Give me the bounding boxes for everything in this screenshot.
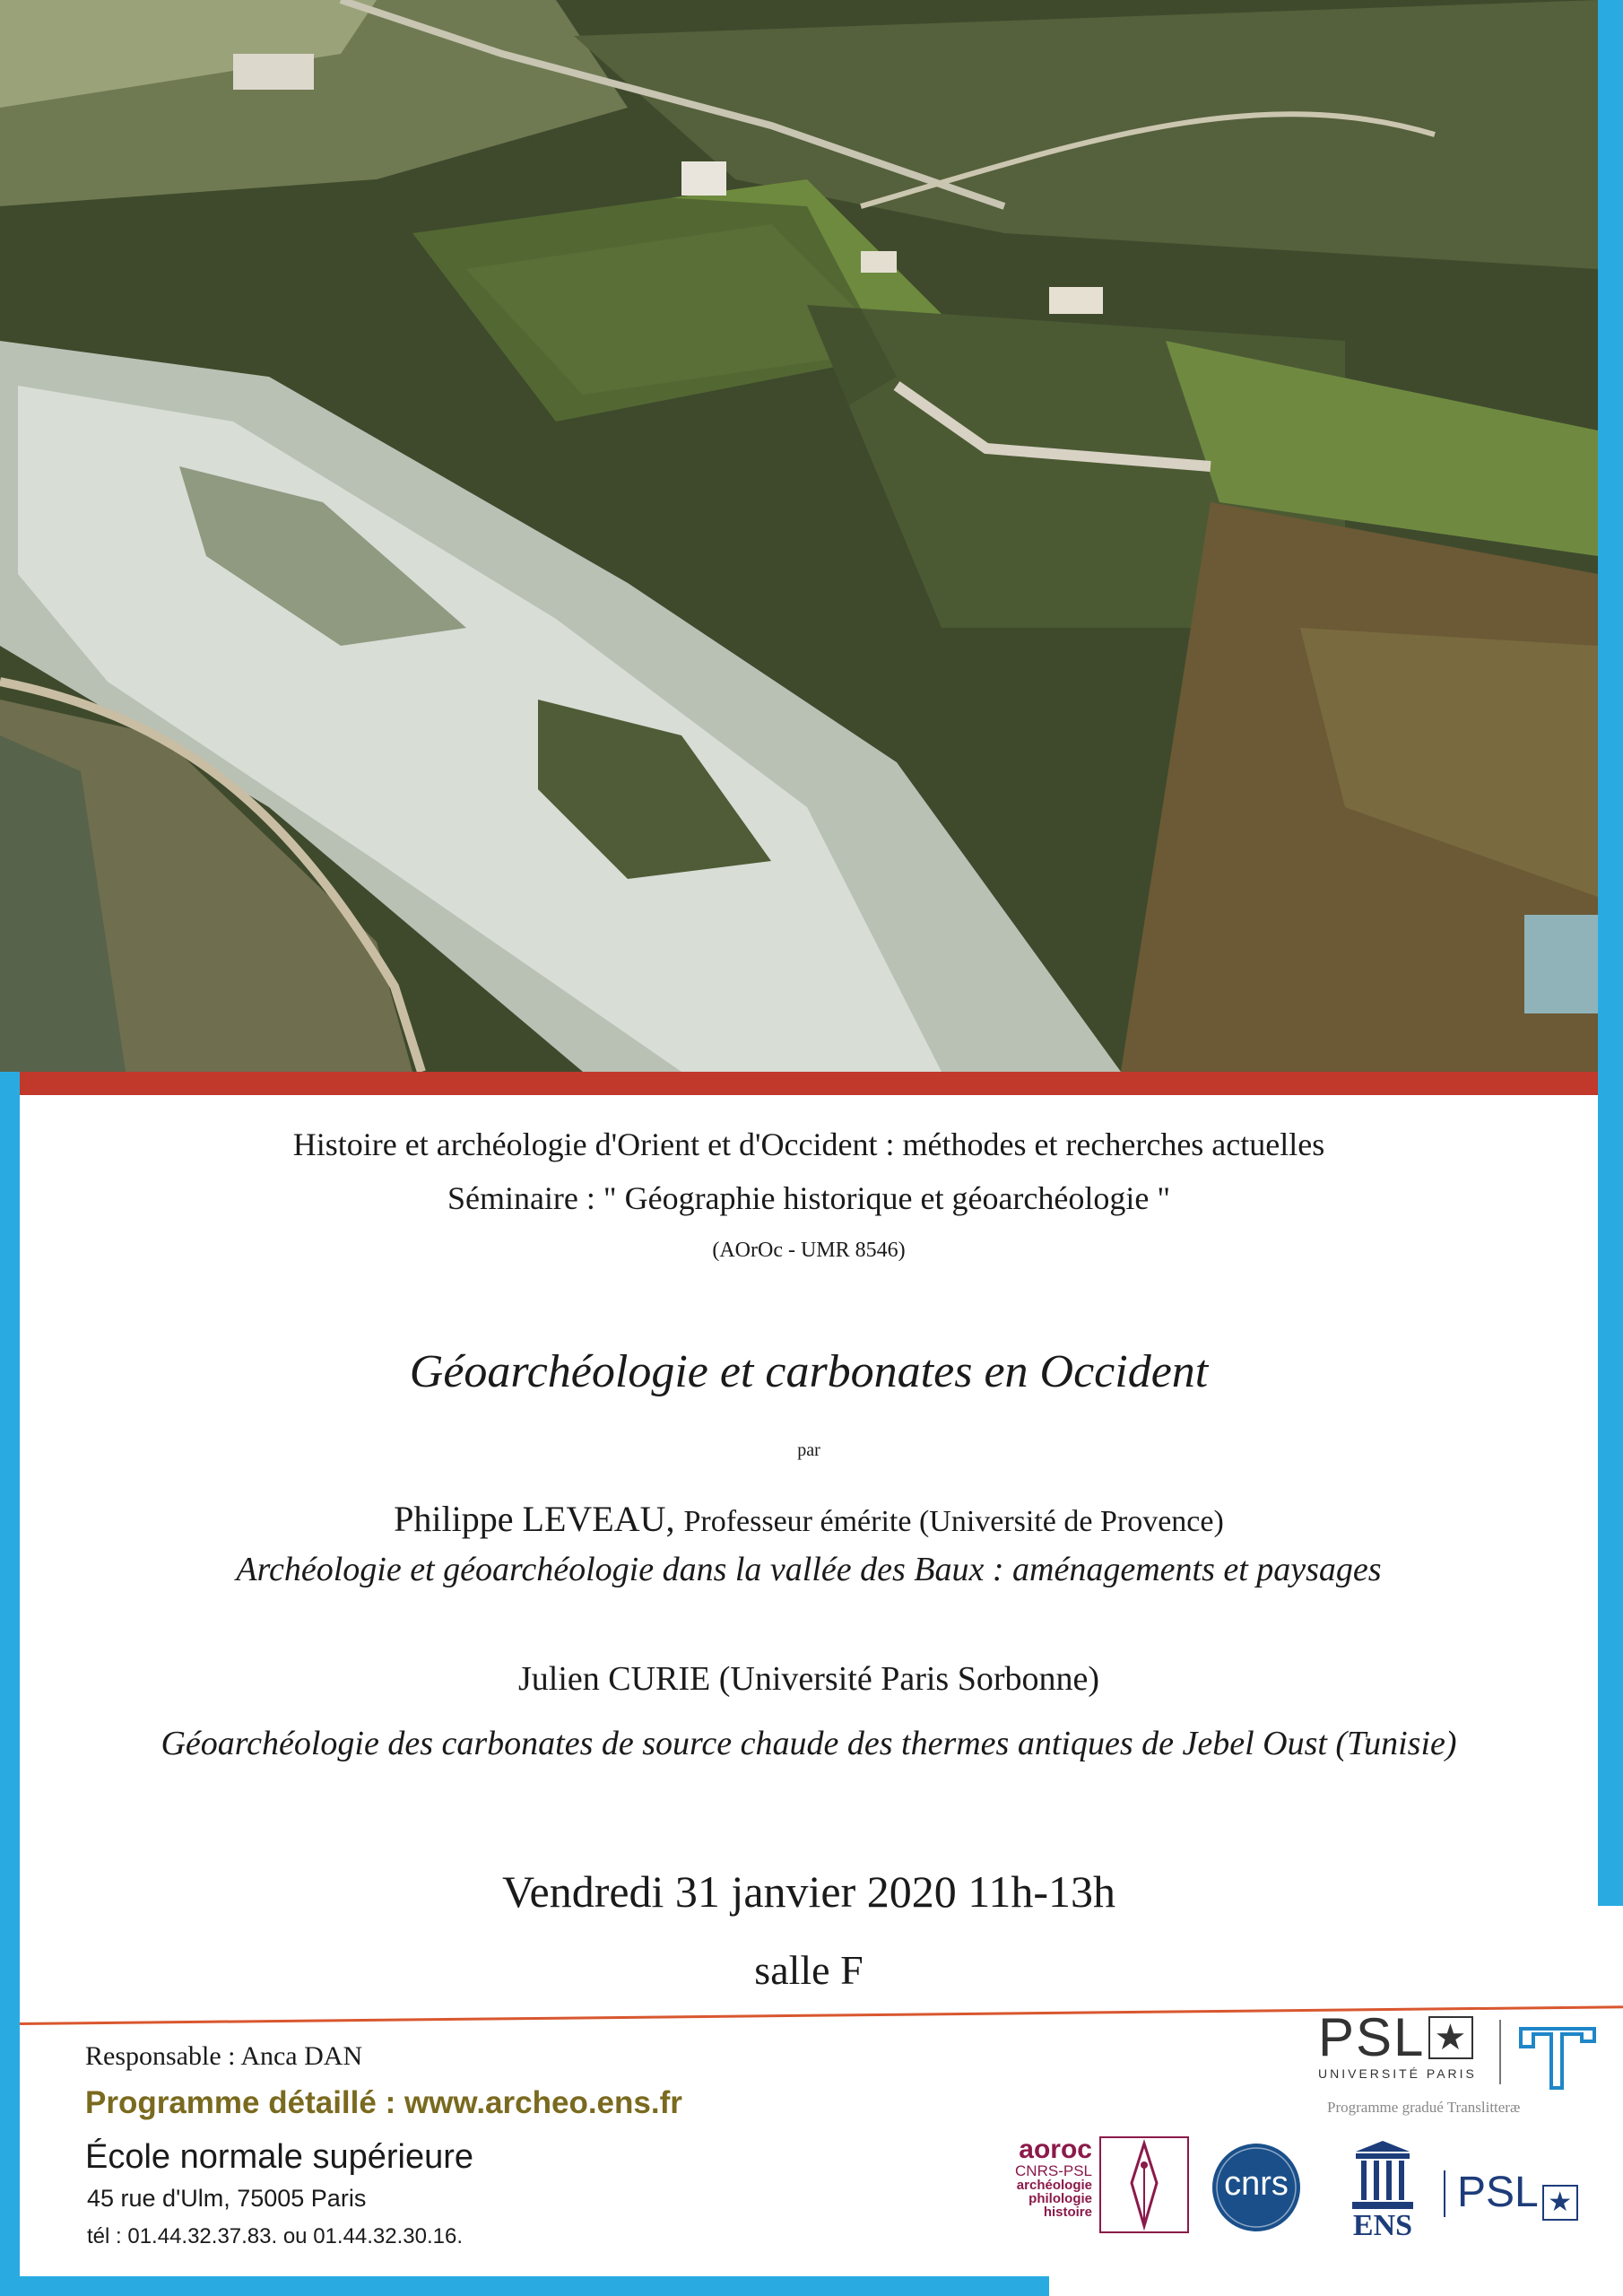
frame-bar-bottom: [0, 2276, 1049, 2296]
speaker-1-topic: Archéologie et géoarchéologie dans la vallée des Baux : aménagements et paysages: [236, 1551, 1382, 1588]
speaker-2-topic: Géoarchéologie des carbonates de source chaude des thermes antiques de Jebel Oust (Tunisie): [161, 1725, 1457, 1762]
event-room: salle F: [754, 1947, 864, 1993]
event-date: Vendredi 31 janvier 2020 11h-13h: [501, 1866, 1116, 1917]
star-icon: ★: [1428, 2016, 1473, 2059]
translitterae-caption: Programme gradué Translitteræ: [1327, 2099, 1521, 2116]
psl-small-logo: [1457, 2161, 1601, 2224]
ens-building-icon: [1338, 2139, 1428, 2211]
speaker-1-affiliation: Professeur émérite (Université de Provence): [683, 1505, 1224, 1538]
school-name: École normale supérieure: [85, 2138, 474, 2176]
aoroc-logo: [992, 2136, 1192, 2235]
school-phone: tél : 01.44.32.37.83. ou 01.44.32.30.16.: [87, 2224, 464, 2248]
seminar-title: Séminaire : " Géographie historique et géoarchéologie ": [447, 1180, 1171, 1216]
speaker-1: [20, 1498, 1598, 1540]
aoroc-line-histoire: histoire: [1043, 2205, 1092, 2220]
aoroc-line-cnrs: CNRS-PSL: [1015, 2162, 1092, 2179]
aerial-photo: [0, 0, 1598, 1072]
translitterae-logo: [1517, 2020, 1598, 2092]
ens-logo: [1338, 2139, 1428, 2242]
program-title: Histoire et archéologie d'Orient et d'Occident : méthodes et recherches actuelles: [292, 1126, 1325, 1162]
logo-separator: [1499, 2020, 1501, 2084]
psl-subtitle: UNIVERSITÉ PARIS: [1318, 2066, 1477, 2081]
star-icon: ★: [1542, 2185, 1578, 2221]
speaker-1-name: Philippe LEVEAU,: [394, 1499, 675, 1539]
research-unit: (AOrOc - UMR 8546): [712, 1239, 906, 1262]
cnrs-wordmark: cnrs: [1224, 2165, 1289, 2203]
responsable-text: Responsable : Anca DAN: [85, 2041, 363, 2071]
aoroc-line-philologie: philologie: [1028, 2191, 1092, 2206]
cnrs-logo: [1211, 2142, 1302, 2233]
aoroc-wordmark: aoroc: [1019, 2135, 1092, 2164]
red-accent-band: [20, 1072, 1598, 1095]
psl-logo: [1318, 2007, 1484, 2092]
par-label: par: [797, 1440, 820, 1460]
aoroc-line-archeologie: archéologie: [1016, 2178, 1092, 2193]
psl-small-wordmark: PSL: [1457, 2169, 1539, 2216]
frame-bar-left: [0, 928, 20, 2296]
frame-bar-right: [1598, 0, 1623, 1906]
pen-nib-icon: [1099, 2136, 1189, 2233]
talk-title: Géoarchéologie et carbonates en Occident: [409, 1346, 1209, 1397]
psl-wordmark: PSL: [1318, 2007, 1426, 2067]
speaker-2-name: Julien CURIE (Université Paris Sorbonne): [517, 1660, 1100, 1698]
school-address: 45 rue d'Ulm, 75005 Paris: [87, 2185, 367, 2212]
logo-separator-2: [1444, 2170, 1445, 2217]
programme-link[interactable]: Programme détaillé : www.archeo.ens.fr: [85, 2085, 682, 2120]
ens-wordmark: ENS: [1352, 2209, 1413, 2242]
